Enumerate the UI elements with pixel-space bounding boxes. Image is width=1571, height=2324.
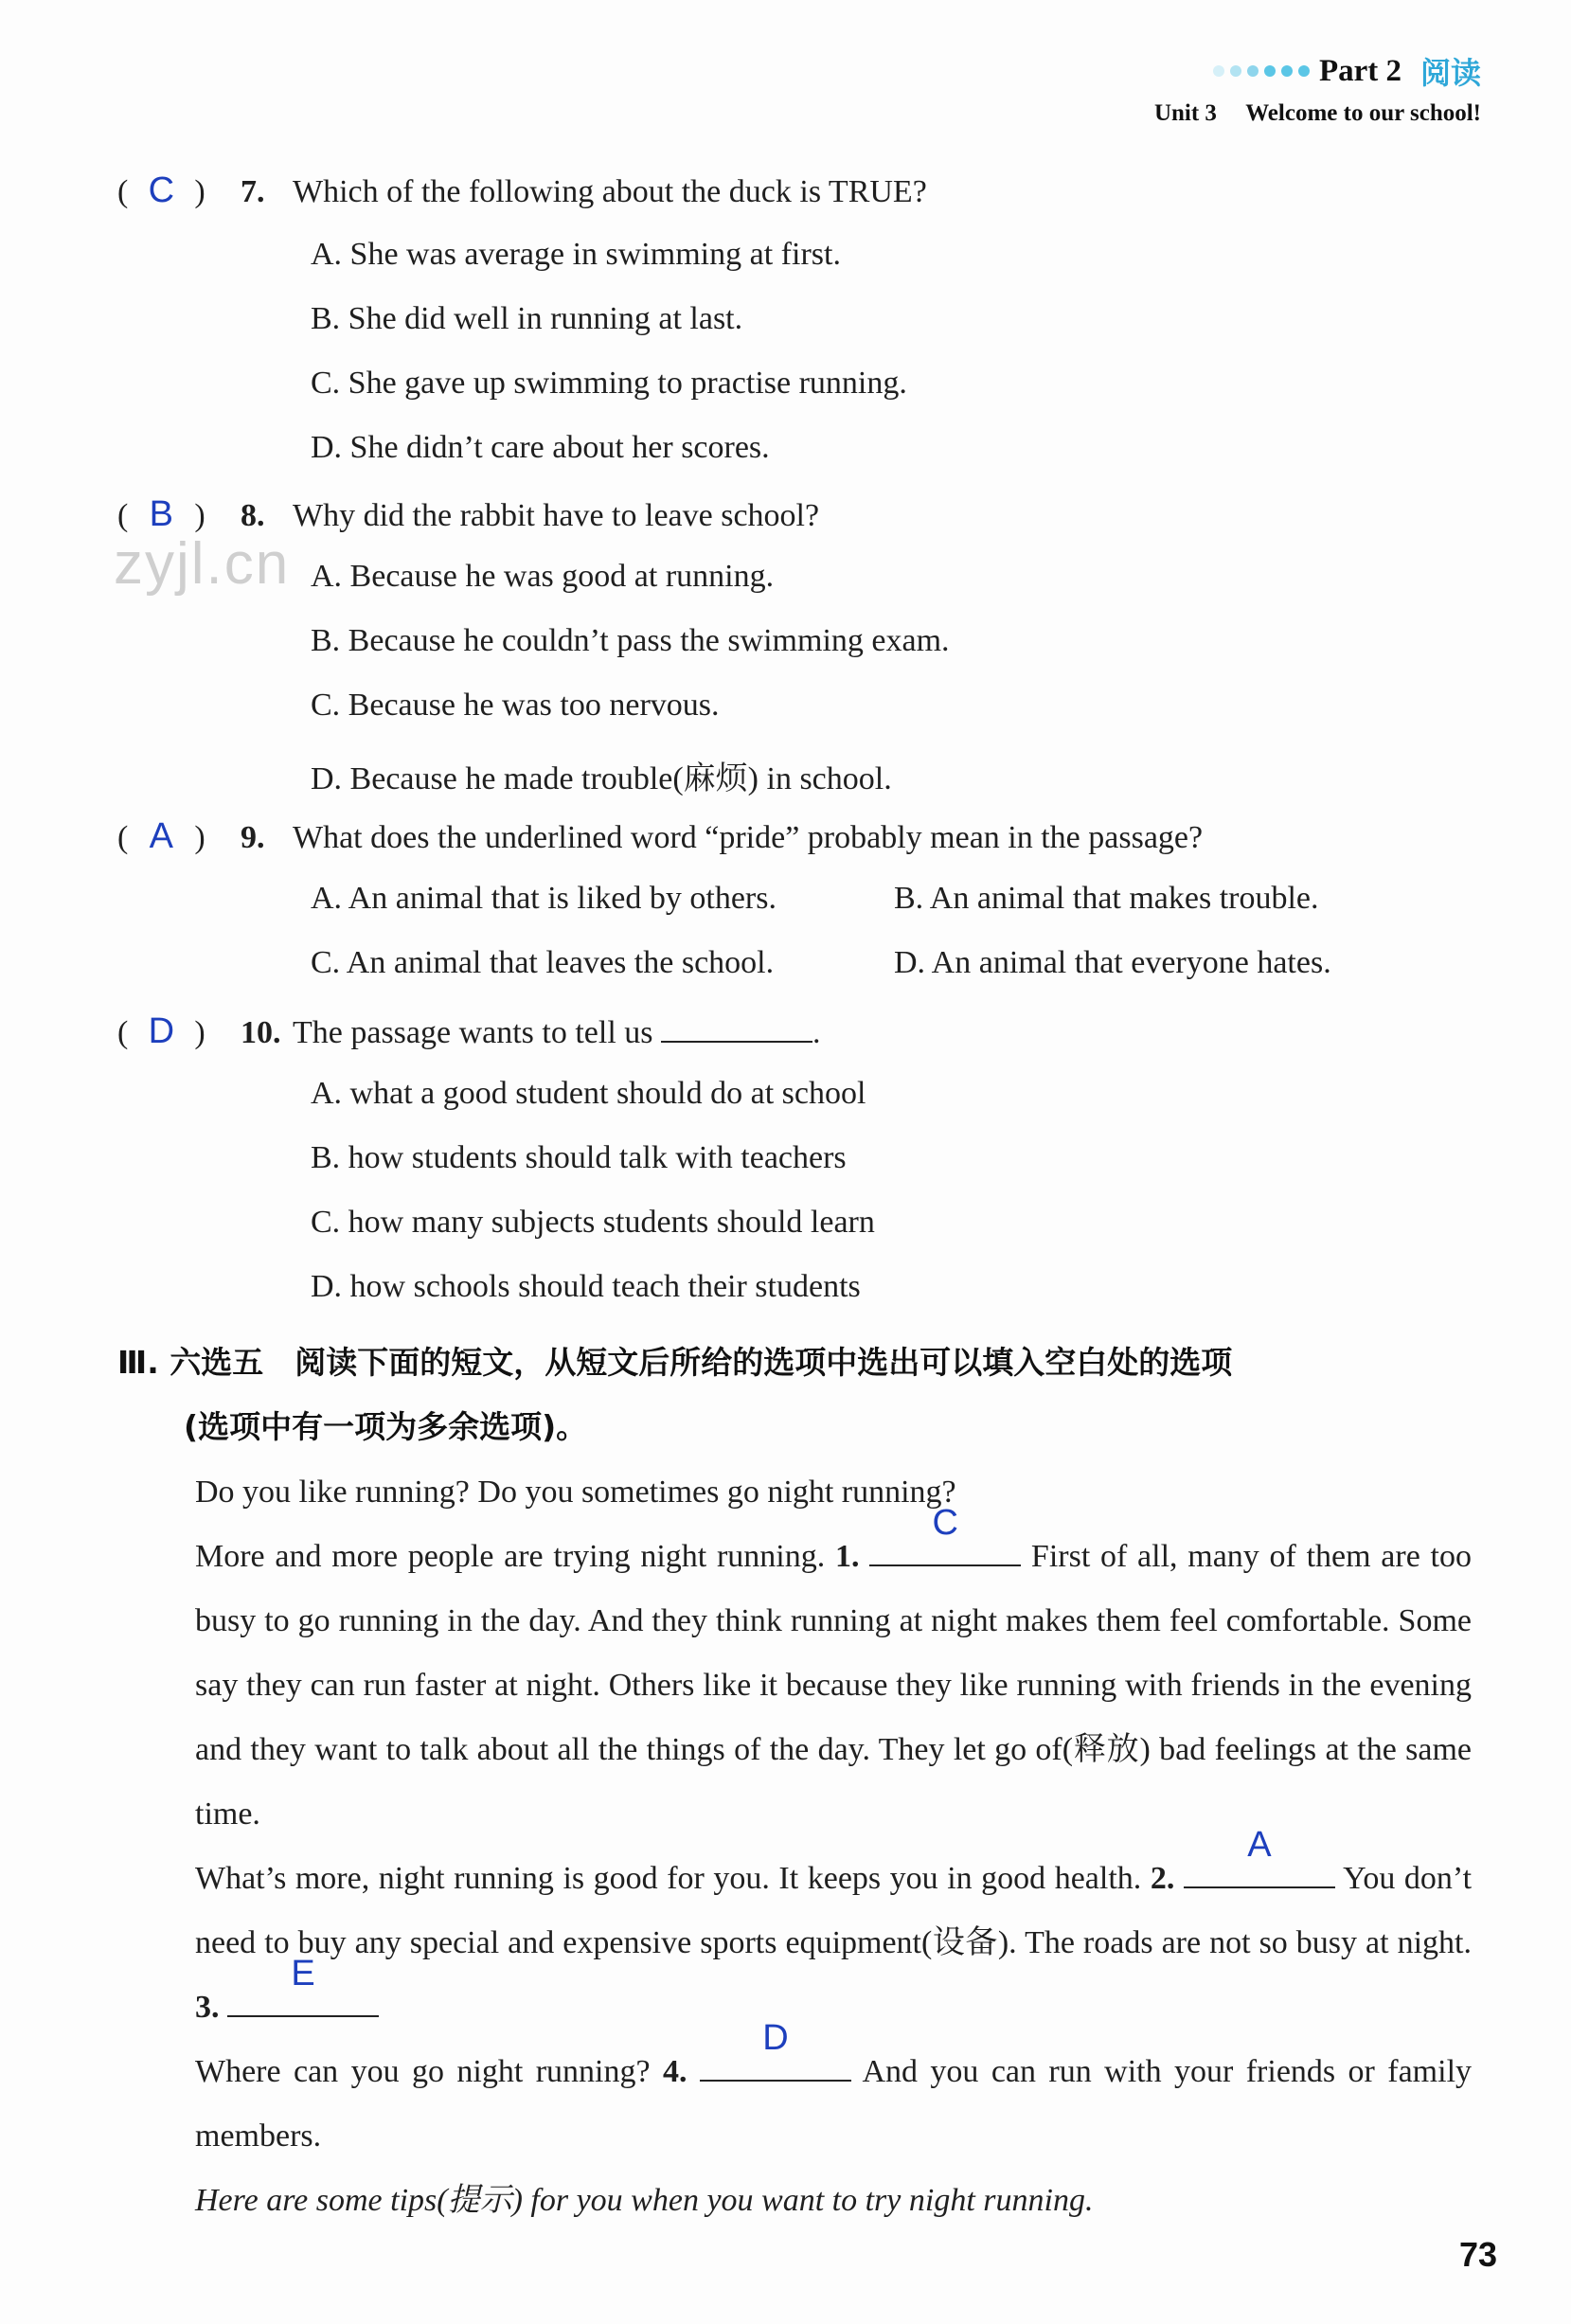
blank-3: E — [227, 1987, 379, 2017]
question-8: ( B ) 8. Why did the rabbit have to leave school? — [117, 494, 820, 534]
question-7: ( C ) 7. Which of the following about the duck is TRUE? — [117, 170, 927, 210]
section-3-title: Ⅲ. 六选五 阅读下面的短文，从短文后所给的选项中选出可以填入空白处的选项 (选项中有一项为多余选项)。 — [117, 1344, 1233, 1445]
option: B. Because he couldn’t pass the swimming exam. — [311, 623, 950, 658]
blank-1: C — [869, 1536, 1021, 1566]
watermark: zyjl.cn — [114, 531, 291, 597]
option: C. Because he was too nervous. — [311, 688, 720, 723]
question-stem: Why did the rabbit have to leave school? — [293, 498, 820, 533]
answer-10: D — [148, 1011, 175, 1051]
option: C. An animal that leaves the school. — [311, 945, 775, 980]
question-stem: What does the underlined word “pride” probably mean in the passage? — [293, 820, 1204, 855]
passage-paragraph-4: Where can you go night running? 4. D And you can run with your friends or family members. — [195, 2018, 1473, 2154]
unit-title: Welcome to our school! — [1245, 100, 1481, 126]
option: B. how students should talk with teachers — [311, 1140, 847, 1175]
option: A. She was average in swimming at first. — [311, 237, 841, 272]
answer-9: A — [149, 816, 173, 856]
question-9: ( A ) 9. What does the underlined word “pride” probably mean in the passage? — [117, 816, 1204, 856]
section-label: 阅读 — [1419, 55, 1481, 91]
option: D. An animal that everyone hates. — [894, 945, 1331, 980]
option: B. She did well in running at last. — [311, 301, 743, 336]
passage-paragraph-3: What’s more, night running is good for you. It keeps you in good health. 2. A You don’t need to buy any special and expensive sports equipment(设备). The roads are not so busy at night. 3. E — [195, 1825, 1473, 2025]
page-header — [1154, 49, 1481, 127]
answer-blank — [661, 1012, 812, 1043]
page-number: 73 — [1458, 2235, 1497, 2274]
option: C. how many subjects students should learn — [311, 1205, 875, 1240]
answer-8: B — [149, 494, 173, 534]
blank-4: D — [700, 2051, 851, 2082]
question-stem: Which of the following about the duck is TRUE? — [293, 174, 927, 209]
option: A. Because he was good at running. — [311, 559, 775, 594]
passage-paragraph-5: Here are some tips(提示) for you when you want to try night running. — [195, 2183, 1094, 2218]
answer-7: C — [148, 170, 175, 210]
blank-2: A — [1184, 1858, 1335, 1888]
option: A. An animal that is liked by others. — [311, 881, 777, 916]
passage-paragraph-2: More and more people are trying night running. 1. C First of all, many of them are too busy to go running in the day. And they think running at night makes them feel comfortable. Some say they can run faster at night. Others like it because they like running with friends in the evening and they want to talk about all the things of the day. They let go of(释放) bad feelings at the same time. — [195, 1503, 1472, 1832]
question-stem: The passage wants to tell us — [293, 1015, 653, 1050]
option: C. She gave up swimming to practise running. — [311, 366, 907, 401]
question-10: ( D ) 10. The passage wants to tell us . — [117, 1011, 821, 1051]
option: D. Because he made trouble(麻烦) in school. — [311, 761, 892, 796]
option: D. She didn’t care about her scores. — [311, 430, 770, 465]
option: D. how schools should teach their students — [311, 1269, 861, 1304]
unit-label: Unit 3 — [1153, 100, 1217, 126]
passage-paragraph-1: Do you like running? Do you sometimes go night running? — [195, 1475, 956, 1510]
option: B. An animal that makes trouble. — [894, 881, 1319, 916]
option: A. what a good student should do at school — [311, 1076, 866, 1111]
part-label: Part 2 — [1318, 53, 1401, 88]
decorative-dots — [1213, 65, 1310, 77]
